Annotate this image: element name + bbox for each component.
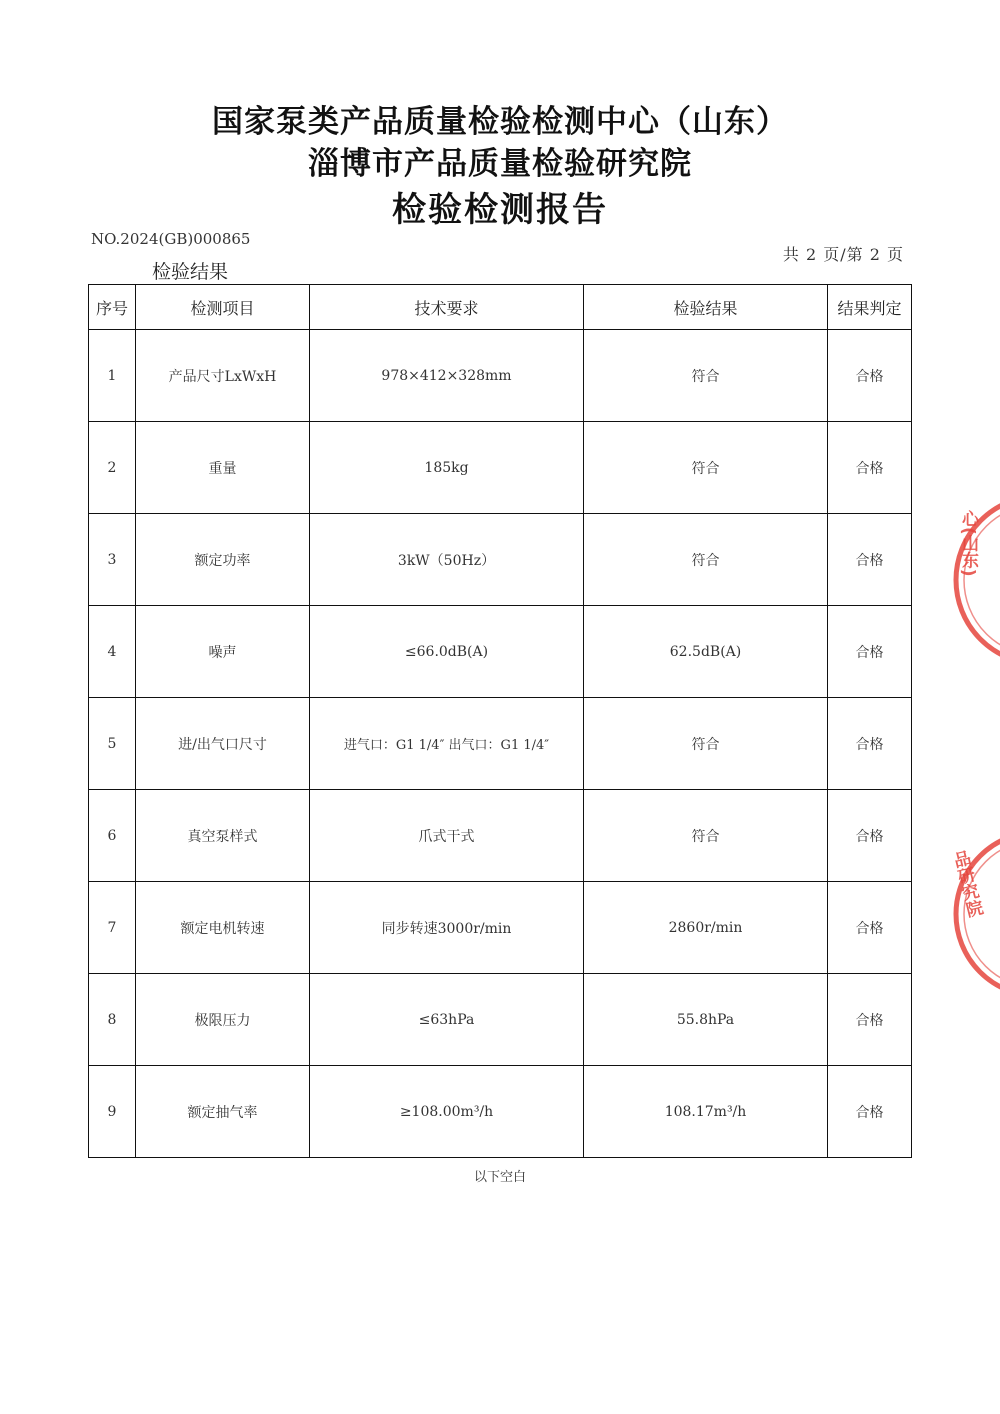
section-title: 检验结果 (152, 261, 229, 283)
cell-verdict: 合格 (828, 974, 912, 1066)
seal-text-lower: 品研究院 (948, 848, 984, 920)
cell-verdict: 合格 (828, 1066, 912, 1158)
results-table (88, 284, 912, 1158)
cell-item: 额定电机转速 (136, 882, 310, 974)
cell-index: 3 (89, 514, 136, 606)
cell-index: 6 (89, 790, 136, 882)
seal-text-upper: 心(山东) (958, 510, 978, 577)
cell-result: 62.5dB(A) (584, 606, 828, 698)
cell-requirement: 185kg (310, 422, 584, 514)
cell-result: 55.8hPa (584, 974, 828, 1066)
header-cell-index: 序号 (89, 285, 136, 330)
header-cell-item: 检测项目 (136, 285, 310, 330)
page-indicator: 共 2 页/第 2 页 (782, 245, 904, 264)
cell-requirement: 同步转速3000r/min (310, 882, 584, 974)
cell-requirement: 3kW（50Hz） (310, 514, 584, 606)
cell-result: 符合 (584, 422, 828, 514)
cell-item: 进/出气口尺寸 (136, 698, 310, 790)
cell-item: 产品尺寸LxWxH (136, 330, 310, 422)
blank-below-note: 以下空白 (473, 1170, 526, 1185)
cell-verdict: 合格 (828, 330, 912, 422)
cell-verdict: 合格 (828, 882, 912, 974)
cell-item: 额定抽气率 (136, 1066, 310, 1158)
cell-verdict: 合格 (828, 422, 912, 514)
table-row (89, 514, 912, 606)
table-row (89, 606, 912, 698)
header-cell-result: 检验结果 (584, 285, 828, 330)
cell-index: 2 (89, 422, 136, 514)
header-cell-requirement: 技术要求 (310, 285, 584, 330)
cell-index: 8 (89, 974, 136, 1066)
table-row (89, 882, 912, 974)
cell-item: 极限压力 (136, 974, 310, 1066)
cell-requirement: ≥108.00m³/h (310, 1066, 584, 1158)
official-seal-lower (948, 828, 1000, 1000)
table-row (89, 698, 912, 790)
cell-result: 2860r/min (584, 882, 828, 974)
cell-index: 5 (89, 698, 136, 790)
cell-index: 9 (89, 1066, 136, 1158)
cell-item: 额定功率 (136, 514, 310, 606)
cell-requirement: 进气口：G1 1/4″ 出气口：G1 1/4″ (310, 698, 584, 790)
cell-requirement: 爪式干式 (310, 790, 584, 882)
cell-result: 符合 (584, 698, 828, 790)
official-seal-upper (948, 490, 1000, 670)
cell-item: 噪声 (136, 606, 310, 698)
cell-item: 重量 (136, 422, 310, 514)
cell-item: 真空泵样式 (136, 790, 310, 882)
institute-subtitle: 淄博市产品质量检验研究院 (308, 146, 692, 182)
cell-result: 符合 (584, 514, 828, 606)
institution-title: 国家泵类产品质量检验检测中心（山东） (212, 104, 788, 140)
cell-requirement: ≤66.0dB(A) (310, 606, 584, 698)
report-title: 检验检测报告 (392, 190, 608, 230)
cell-verdict: 合格 (828, 514, 912, 606)
cell-index: 4 (89, 606, 136, 698)
cell-index: 1 (89, 330, 136, 422)
header-cell-verdict: 结果判定 (828, 285, 912, 330)
cell-requirement: 978×412×328mm (310, 330, 584, 422)
cell-verdict: 合格 (828, 606, 912, 698)
table-header-row (89, 285, 912, 330)
table-row (89, 422, 912, 514)
cell-requirement: ≤63hPa (310, 974, 584, 1066)
report-number: NO.2024(GB)000865 (91, 230, 251, 248)
cell-result: 符合 (584, 790, 828, 882)
cell-result: 符合 (584, 330, 828, 422)
table-row (89, 330, 912, 422)
cell-index: 7 (89, 882, 136, 974)
cell-result: 108.17m³/h (584, 1066, 828, 1158)
table-row (89, 974, 912, 1066)
cell-verdict: 合格 (828, 698, 912, 790)
cell-verdict: 合格 (828, 790, 912, 882)
table-row (89, 790, 912, 882)
table-row (89, 1066, 912, 1158)
